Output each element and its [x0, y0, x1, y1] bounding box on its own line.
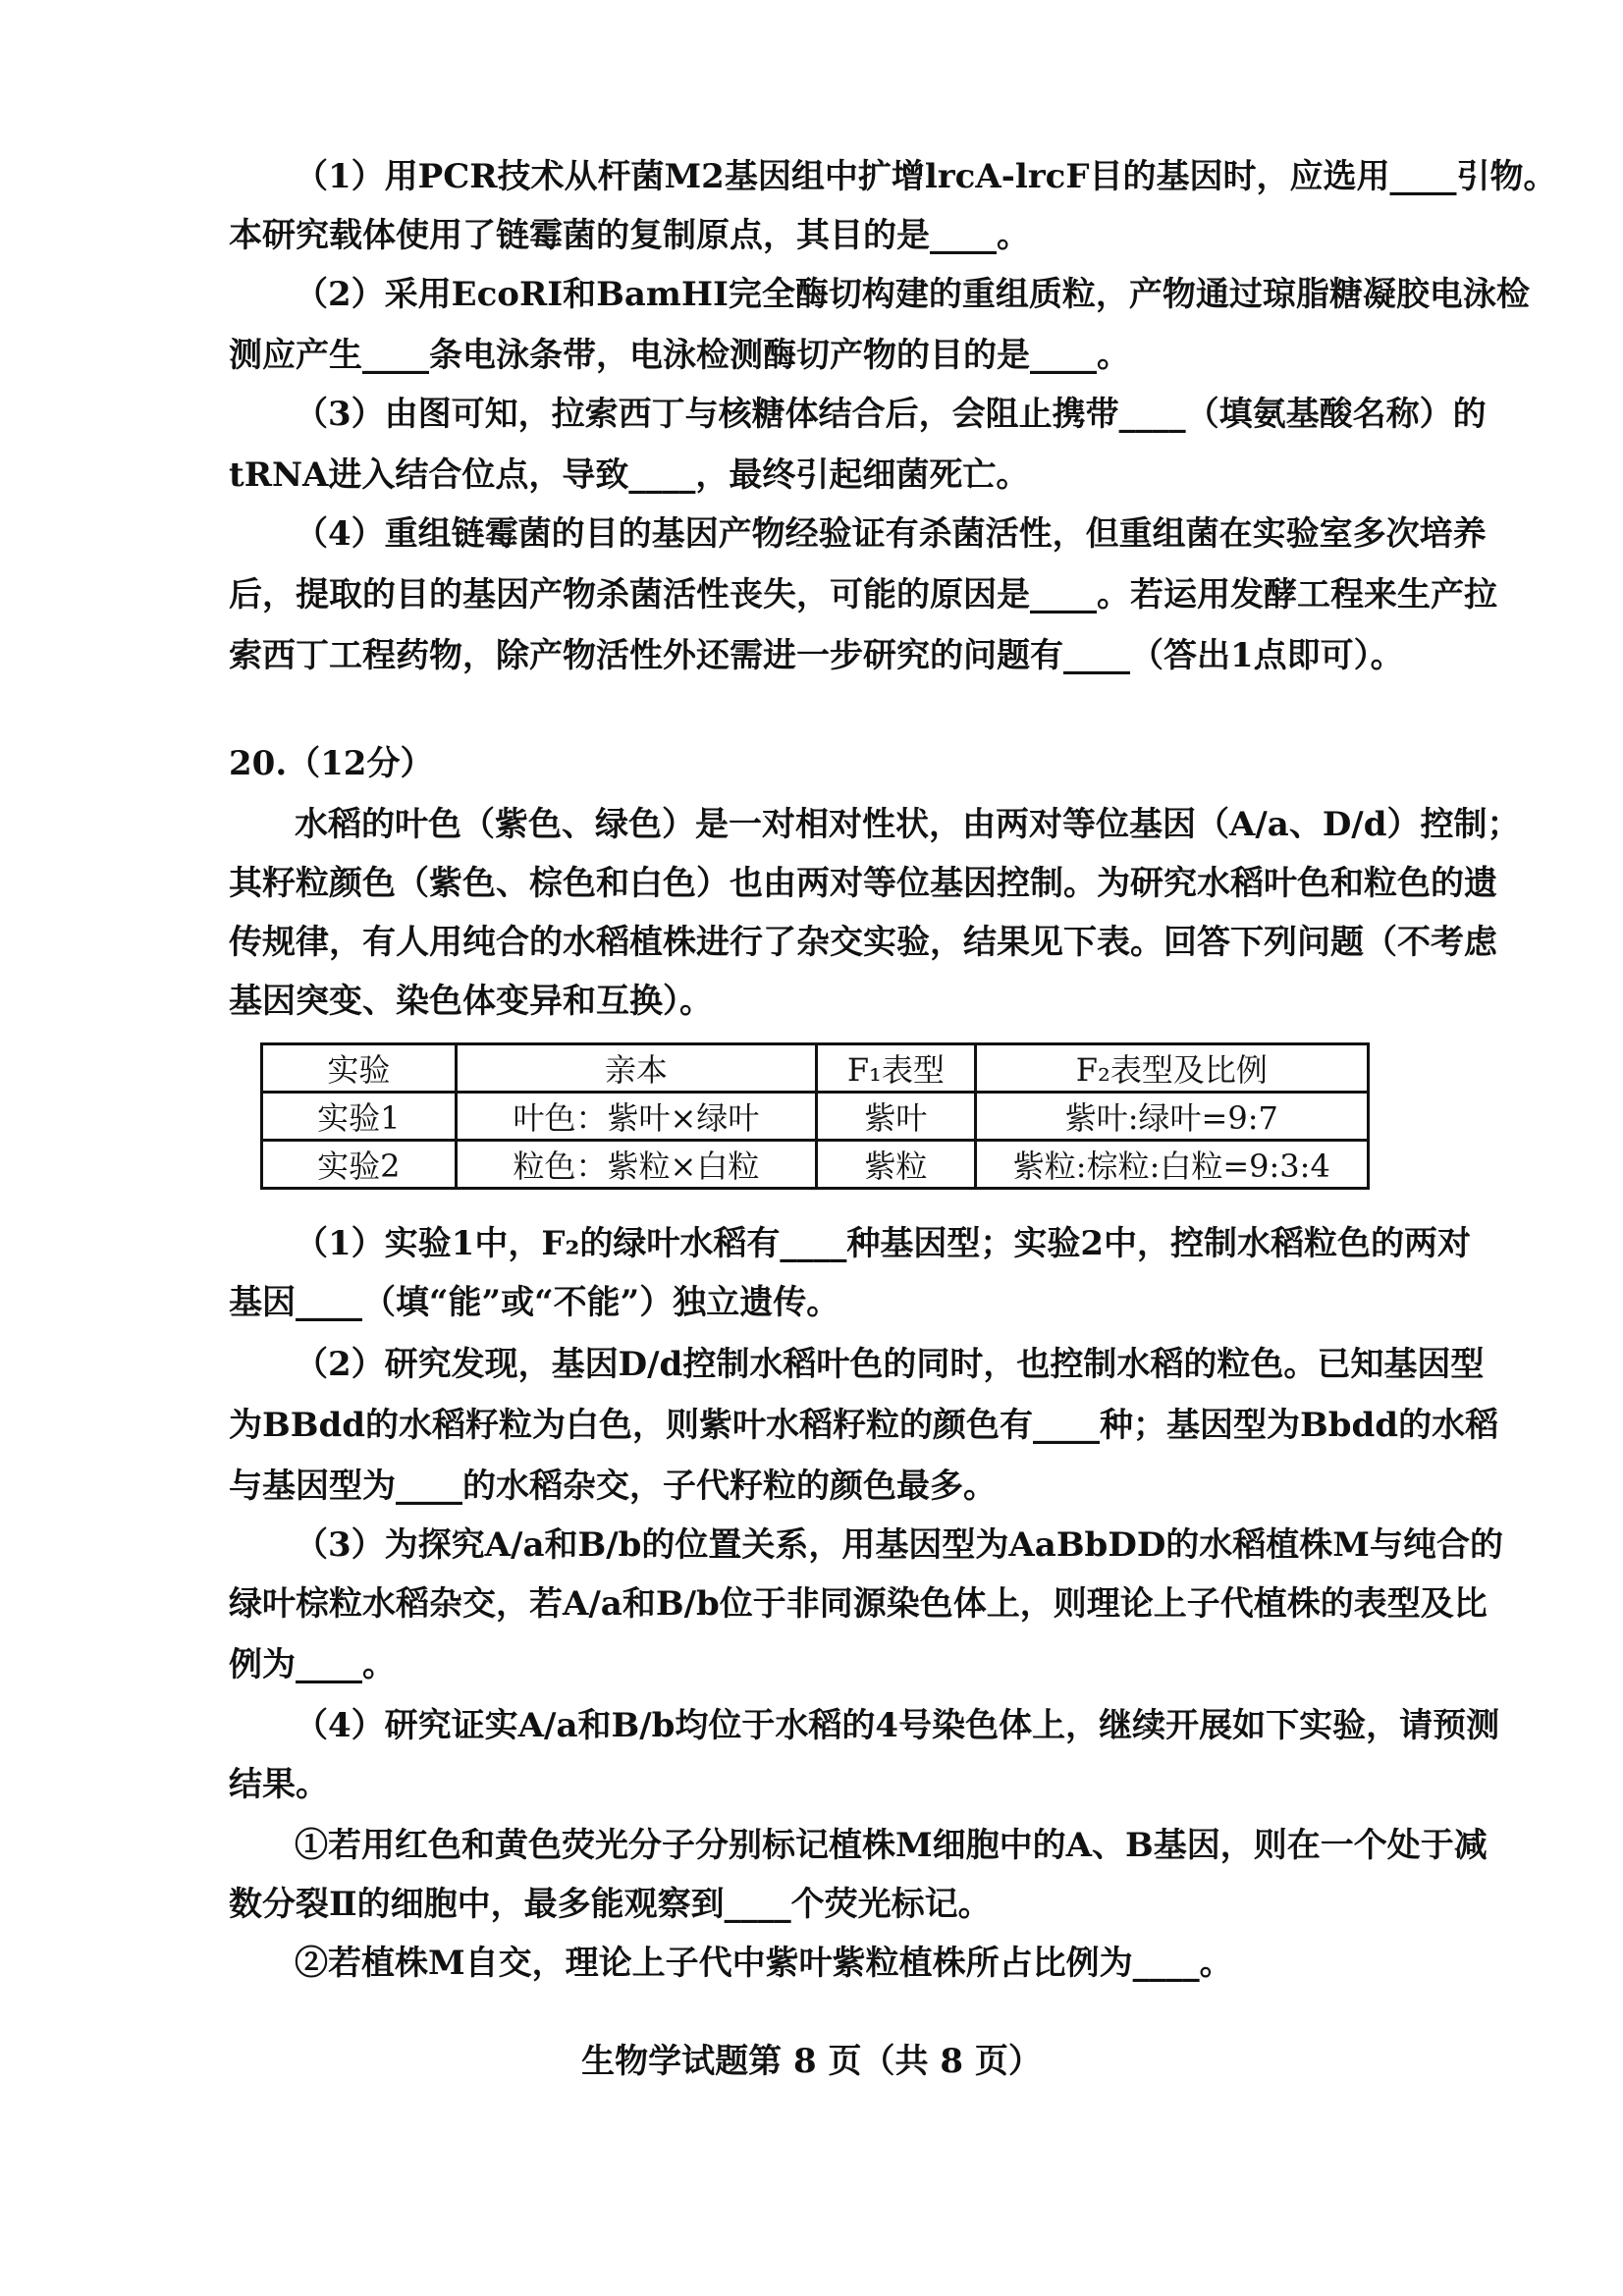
- q20-heading: 20.（12分）: [229, 744, 434, 783]
- q20-part1-line1: （1）实验1中，F₂的绿叶水稻有____种基因型；实验2中，控制水稻粒色的两对: [295, 1224, 1471, 1263]
- q20-intro-line2: 其籽粒颜色（紫色、棕色和白色）也由两对等位基因控制。为研究水稻叶色和粒色的遗: [229, 864, 1497, 903]
- table-header-cell: F₂表型及比例: [975, 1044, 1368, 1093]
- q20-part4-sub2-line1: ②若植株M自交，理论上子代中紫叶紫粒植株所占比例为____。: [295, 1944, 1233, 1983]
- q19-part4-line1: （4）重组链霉菌的目的基因产物经验证有杀菌活性，但重组菌在实验室多次培养: [295, 514, 1487, 554]
- q19-part2-line1: （2）采用EcoRⅠ和BamHⅠ完全酶切构建的重组质粒，产物通过琼脂糖凝胶电泳检: [295, 275, 1530, 314]
- table-header-cell: 实验: [262, 1044, 457, 1093]
- table-header-row: [262, 1044, 1369, 1093]
- q19-part3-line2: tRNA进入结合位点，导致____，最终引起细菌死亡。: [229, 455, 1030, 495]
- table-cell: 紫粒:棕粒:白粒=9:3:4: [975, 1141, 1368, 1189]
- q20-part2-line1: （2）研究发现，基因D/d控制水稻叶色的同时，也控制水稻的粒色。已知基因型: [295, 1345, 1485, 1384]
- table-header-cell: 亲本: [456, 1044, 816, 1093]
- q20-intro-line1: 水稻的叶色（紫色、绿色）是一对相对性状，由两对等位基因（A/a、D/d）控制；: [295, 805, 1521, 844]
- q20-part2-line2: 为BBdd的水稻籽粒为白色，则紫叶水稻籽粒的颜色有____种；基因型为Bbdd的水稻: [229, 1406, 1499, 1445]
- table-cell: 实验1: [262, 1093, 457, 1141]
- table-row: [262, 1093, 1369, 1141]
- q20-part4-sub1-line1: ①若用红色和黄色荧光分子分别标记植株M细胞中的A、B基因，则在一个处于减: [295, 1826, 1488, 1865]
- q19-part1-line1: （1）用PCR技术从杆菌M2基因组中扩增lrcA-lrcF目的基因时，应选用____引物。: [295, 157, 1557, 196]
- q19-part4-line3: 索西丁工程药物，除产物活性外还需进一步研究的问题有____（答出1点即可）。: [229, 636, 1404, 675]
- q19-part2-line2: 测应产生____条电泳条带，电泳检测酶切产物的目的是____。: [229, 336, 1130, 375]
- page-footer: 生物学试题第 8 页（共 8 页）: [581, 2042, 1042, 2081]
- q19-part3-line1: （3）由图可知，拉索西丁与核糖体结合后，会阻止携带____（填氨基酸名称）的: [295, 395, 1487, 434]
- q20-part3-line2: 绿叶棕粒水稻杂交，若A/a和B/b位于非同源染色体上，则理论上子代植株的表型及比: [229, 1584, 1488, 1624]
- q20-intro-line3: 传规律，有人用纯合的水稻植株进行了杂交实验，结果见下表。回答下列问题（不考虑: [229, 923, 1497, 962]
- q20-part4-line1: （4）研究证实A/a和B/b均位于水稻的4号染色体上，继续开展如下实验，请预测: [295, 1706, 1500, 1745]
- experiment-table: [260, 1042, 1370, 1190]
- q20-part3-line3: 例为____。: [229, 1645, 396, 1684]
- table-header-cell: F₁表型: [817, 1044, 975, 1093]
- table-cell: 叶色：紫叶×绿叶: [456, 1093, 816, 1141]
- q20-part2-line3: 与基因型为____的水稻杂交，子代籽粒的颜色最多。: [229, 1467, 997, 1506]
- table-cell: 粒色：紫粒×白粒: [456, 1141, 816, 1189]
- q20-part3-line1: （3）为探究A/a和B/b的位置关系，用基因型为AaBbDD的水稻植株M与纯合的: [295, 1525, 1503, 1565]
- q20-part1-line2: 基因____（填“能”或“不能”）独立遗传。: [229, 1283, 840, 1322]
- q20-intro-line4: 基因突变、染色体变异和互换）。: [229, 982, 713, 1021]
- q20-part4-line2: 结果。: [229, 1765, 329, 1804]
- q20-part4-sub1-line2: 数分裂Ⅱ的细胞中，最多能观察到____个荧光标记。: [229, 1885, 992, 1924]
- table-row: [262, 1141, 1369, 1189]
- table-cell: 紫粒: [817, 1141, 975, 1189]
- table-cell: 紫叶: [817, 1093, 975, 1141]
- q19-part4-line2: 后，提取的目的基因产物杀菌活性丧失，可能的原因是____。若运用发酵工程来生产拉: [229, 575, 1497, 614]
- table-cell: 实验2: [262, 1141, 457, 1189]
- q19-part1-line2: 本研究载体使用了链霉菌的复制原点，其目的是____。: [229, 216, 1030, 255]
- table-cell: 紫叶:绿叶=9:7: [975, 1093, 1368, 1141]
